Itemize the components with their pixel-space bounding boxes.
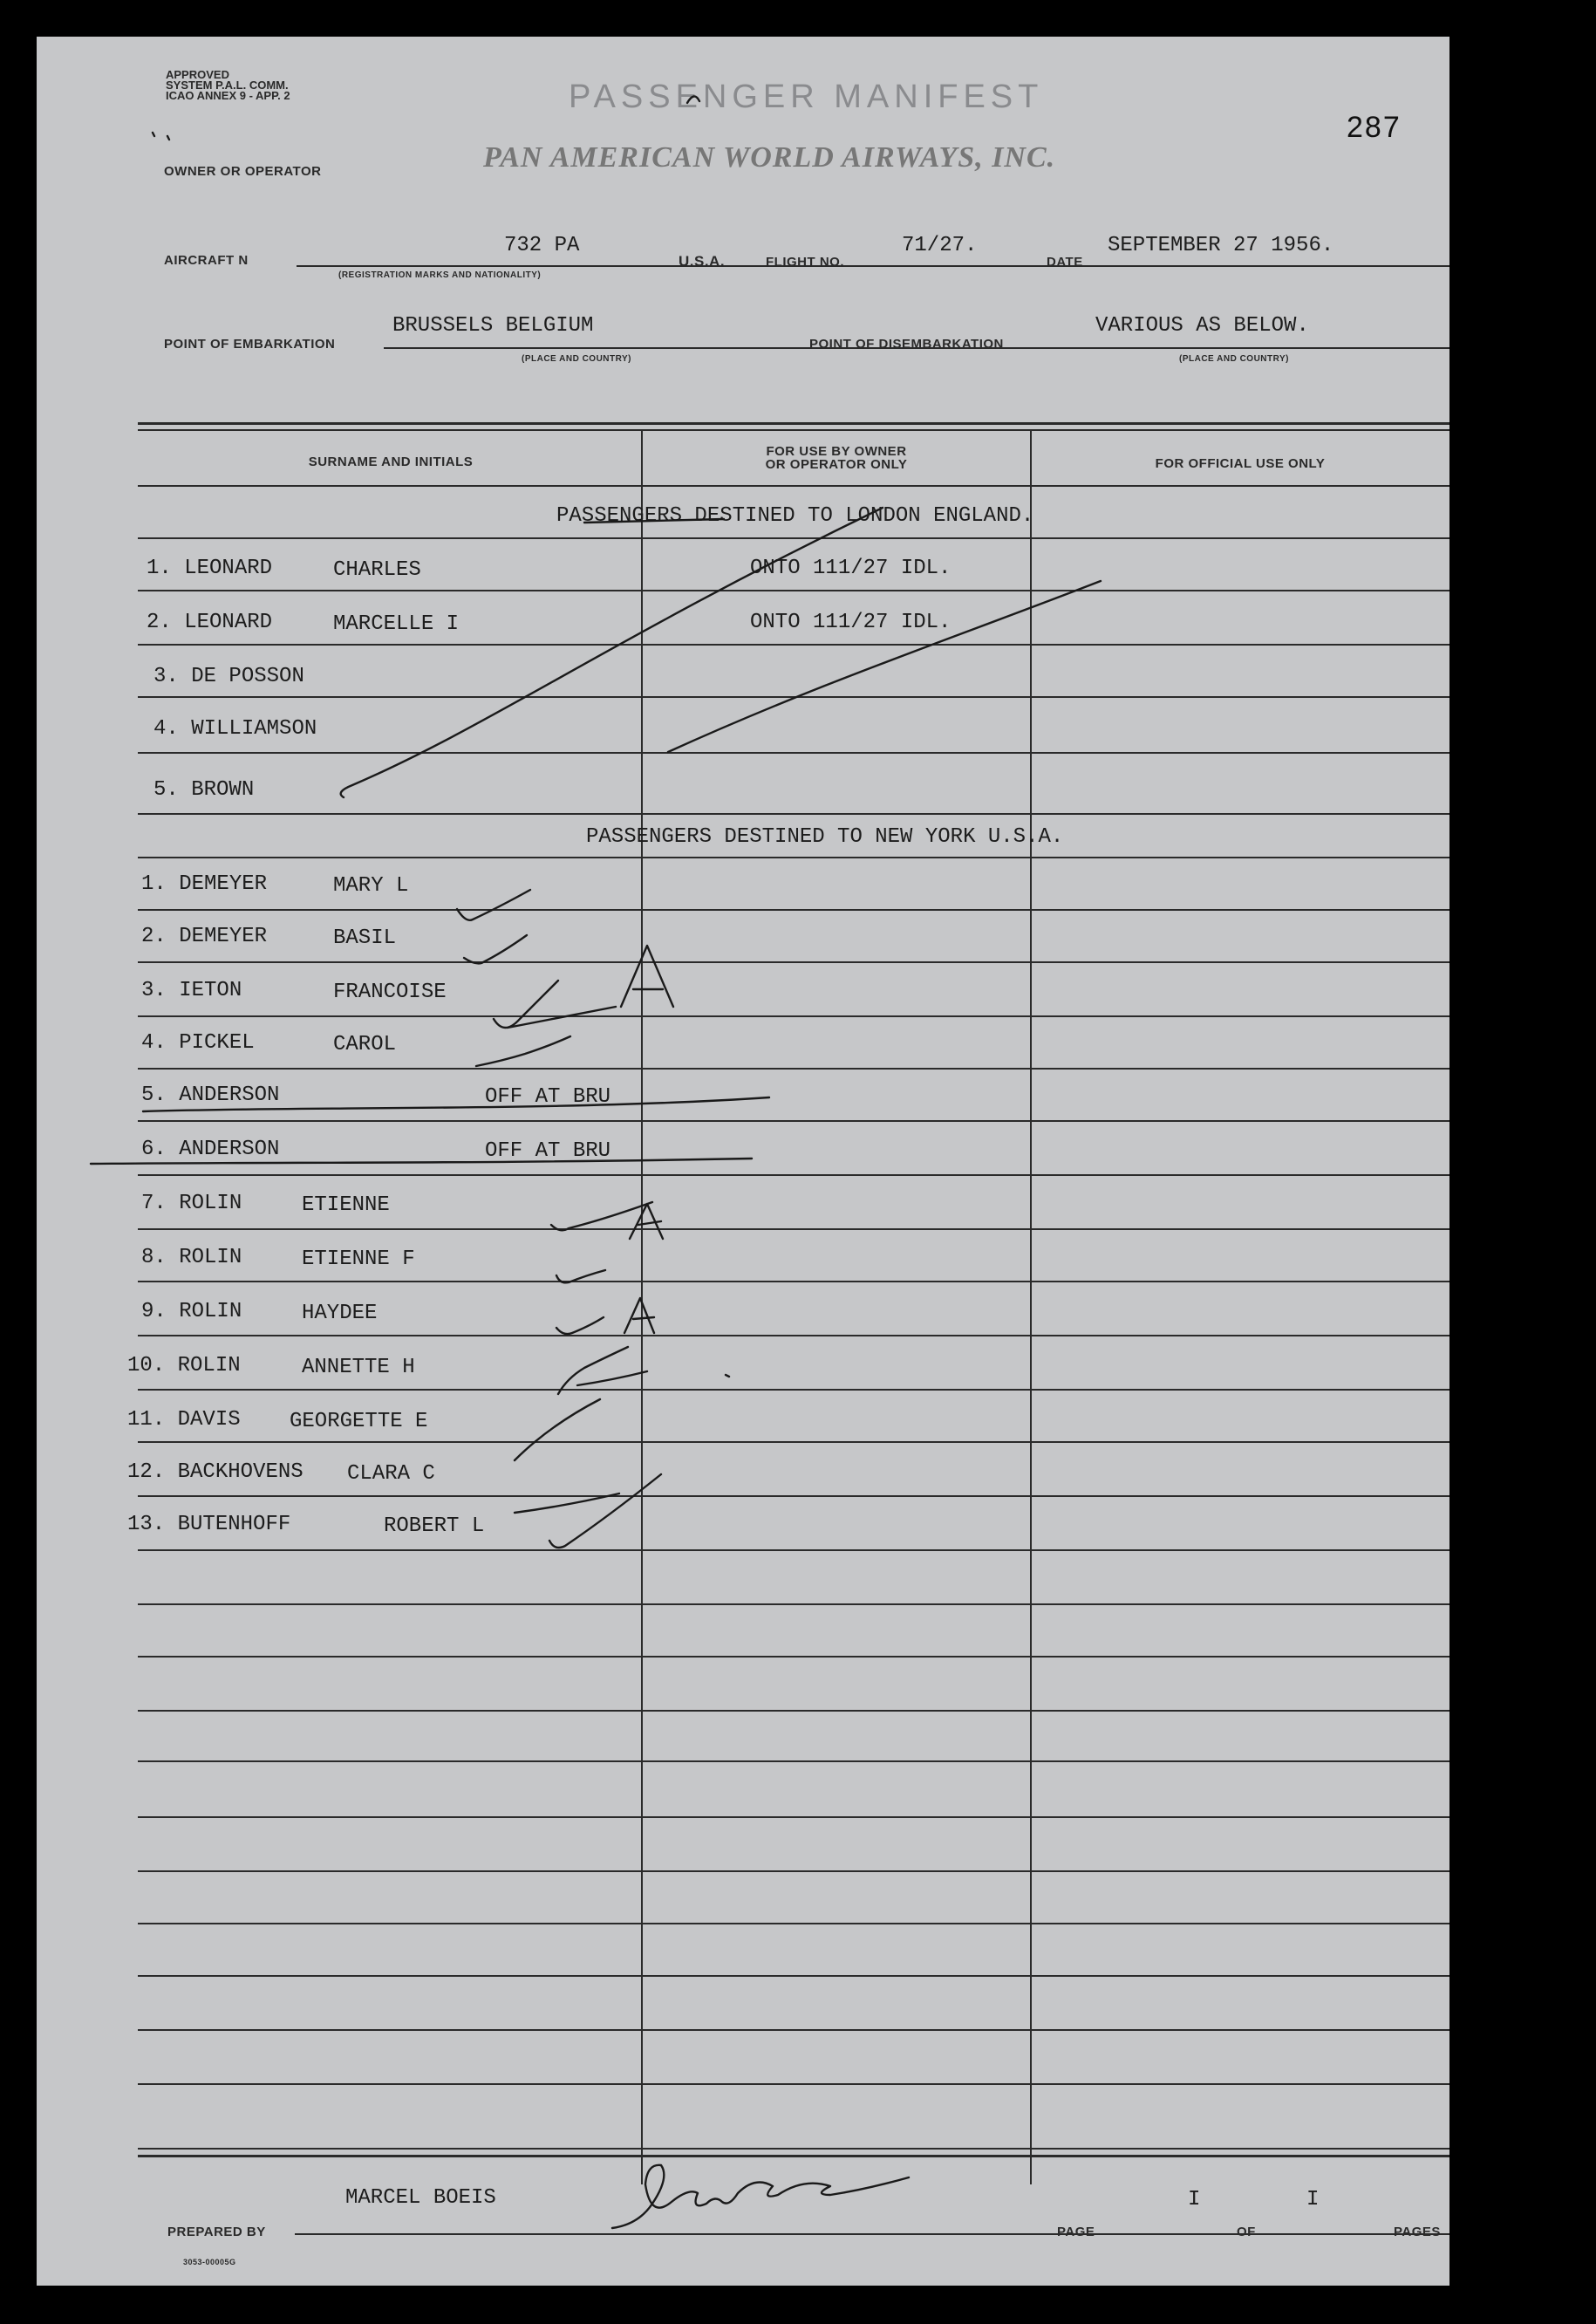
row-rule xyxy=(138,1281,1449,1282)
row-surname: ROLIN xyxy=(179,1246,242,1269)
row-rule xyxy=(138,1549,1449,1551)
list-item xyxy=(127,1354,241,1377)
row-given: MARCELLE I xyxy=(333,612,460,636)
aircraft-label: AIRCRAFT N xyxy=(164,253,249,268)
col-owner-use-line-1: FOR USE BY OWNER xyxy=(766,444,907,459)
row-surname: DEMEYER xyxy=(179,872,268,896)
row-surname: WILLIAMSON xyxy=(191,717,317,741)
row-rule xyxy=(138,1228,1449,1230)
manifest-page xyxy=(37,37,1449,2286)
row-number: 4. xyxy=(141,1031,167,1055)
strike-line-london-2 xyxy=(668,581,1101,752)
row-given: GEORGETTE E xyxy=(290,1410,428,1433)
row-rule xyxy=(138,1710,1449,1712)
owner-label: OWNER OR OPERATOR xyxy=(164,164,322,179)
row-number: 4. xyxy=(153,717,179,741)
embarkation-label: POINT OF EMBARKATION xyxy=(164,337,336,352)
row-rule xyxy=(138,590,1449,591)
row-surname: ROLIN xyxy=(179,1192,242,1215)
row-rule xyxy=(138,1656,1449,1658)
row-number: 2. xyxy=(141,925,167,948)
approval-line-1: APPROVED xyxy=(166,68,229,81)
row-rule xyxy=(138,696,1449,698)
col-owner-use-line-2: OR OPERATOR ONLY xyxy=(765,457,908,472)
col-owner-use-header xyxy=(642,445,1031,471)
list-item xyxy=(153,778,254,802)
row-given: BASIL xyxy=(333,926,397,950)
check-mark-7 xyxy=(551,1202,663,1239)
approval-line-2: SYSTEM P.A.L. COMM. xyxy=(166,79,289,92)
row-number: 1. xyxy=(147,557,172,580)
row-rule xyxy=(138,1923,1449,1924)
row-rule xyxy=(138,644,1449,646)
aircraft-registration: 732 PA xyxy=(504,234,580,257)
row-surname: PICKEL xyxy=(179,1031,255,1055)
embarkation-caption: (PLACE AND COUNTRY) xyxy=(522,354,631,364)
row-rule xyxy=(138,813,1449,815)
row-number: 2. xyxy=(147,611,172,634)
col-official-header: FOR OFFICIAL USE ONLY xyxy=(1155,456,1326,471)
handwritten-marks xyxy=(37,37,1449,2286)
check-mark-13 xyxy=(549,1474,661,1548)
row-number: 5. xyxy=(153,778,179,802)
row-note: ONTO 111/27 IDL. xyxy=(750,611,951,634)
row-surname: BROWN xyxy=(191,778,255,802)
row-number: 6. xyxy=(141,1138,167,1161)
row-given: CAROL xyxy=(333,1033,397,1056)
signature xyxy=(612,2165,909,2228)
page-value: I xyxy=(1188,2188,1201,2211)
row-surname: BUTENHOFF xyxy=(177,1513,291,1536)
row-rule xyxy=(138,1603,1449,1605)
list-item xyxy=(147,557,272,580)
row-number: 7. xyxy=(141,1192,167,1215)
row-number: 8. xyxy=(141,1246,167,1269)
list-item xyxy=(153,717,317,741)
list-item xyxy=(141,872,267,896)
disembarkation-label: POINT OF DISEMBARKATION xyxy=(809,337,1004,352)
check-mark-1 xyxy=(457,890,530,920)
approval-line-3: ICAO ANNEX 9 - APP. 2 xyxy=(166,89,290,102)
disembarkation-caption: (PLACE AND COUNTRY) xyxy=(1179,354,1289,364)
check-mark-9 xyxy=(556,1298,654,1334)
form-code: 3053-00005G xyxy=(183,2258,236,2266)
row-surname: IETON xyxy=(179,979,242,1002)
row-note: ONTO 111/27 IDL. xyxy=(750,557,951,580)
flight-label: FLIGHT NO. xyxy=(766,255,844,270)
group-london-heading: PASSENGERS DESTINED TO LONDON ENGLAND. xyxy=(556,504,1034,528)
list-item xyxy=(147,611,272,634)
date-label: DATE xyxy=(1047,255,1083,270)
row-rule xyxy=(138,1870,1449,1872)
ink-dots xyxy=(153,133,169,140)
row-rule xyxy=(138,1816,1449,1818)
list-item xyxy=(141,1083,279,1107)
row-rule xyxy=(138,1495,1449,1497)
row-rule xyxy=(138,1015,1449,1017)
embarkation-value: BRUSSELS BELGIUM xyxy=(392,314,594,338)
row-rule xyxy=(138,909,1449,911)
list-item xyxy=(141,925,267,948)
row-rule xyxy=(138,752,1449,754)
col-surname-header: SURNAME AND INITIALS xyxy=(308,455,474,469)
form-title: PASSENGER MANIFEST xyxy=(569,79,1044,115)
row-given: HAYDEE xyxy=(302,1302,378,1325)
of-label: OF xyxy=(1237,2225,1256,2239)
list-item xyxy=(141,1300,242,1323)
row-number: 11. xyxy=(127,1408,166,1432)
row-rule xyxy=(138,1975,1449,1977)
row-rule xyxy=(138,1441,1449,1443)
row-rule xyxy=(138,1389,1449,1391)
row-number: 13. xyxy=(127,1513,166,1536)
strike-line-london-1 xyxy=(341,508,883,797)
row-number: 3. xyxy=(153,665,179,688)
list-item xyxy=(141,1031,255,1055)
row-surname: LEONARD xyxy=(184,557,273,580)
list-item xyxy=(127,1460,304,1484)
aircraft-country: U.S.A. xyxy=(679,253,726,270)
row-number: 9. xyxy=(141,1300,167,1323)
page-number: 287 xyxy=(1347,111,1402,144)
row-given: CLARA C xyxy=(347,1462,435,1486)
row-surname: ANDERSON xyxy=(179,1138,280,1161)
row-surname: DE POSSON xyxy=(191,665,304,688)
row-given: FRANCOISE xyxy=(333,981,447,1004)
check-mark-10 xyxy=(558,1347,729,1394)
row-given: ROBERT L xyxy=(384,1514,485,1538)
row-rule xyxy=(138,1335,1449,1336)
row-number: 10. xyxy=(127,1354,166,1377)
row-number: 12. xyxy=(127,1460,166,1484)
row-rule xyxy=(138,961,1449,963)
row-rule xyxy=(138,1068,1449,1070)
row-number: 1. xyxy=(141,872,167,896)
owner-name: PAN AMERICAN WORLD AIRWAYS, INC. xyxy=(483,141,1056,174)
row-rule xyxy=(138,2083,1449,2085)
page-label: PAGE xyxy=(1057,2225,1095,2239)
registration-caption: (REGISTRATION MARKS AND NATIONALITY) xyxy=(338,270,542,280)
row-given: ANNETTE H xyxy=(302,1356,415,1379)
prepared-by-label: PREPARED BY xyxy=(167,2225,266,2239)
list-item xyxy=(127,1408,241,1432)
row-surname: DAVIS xyxy=(177,1408,241,1432)
flight-date: SEPTEMBER 27 1956. xyxy=(1108,234,1334,257)
row-rule xyxy=(138,537,1449,539)
check-mark-2 xyxy=(464,935,527,963)
row-given: ETIENNE F xyxy=(302,1247,415,1271)
row-note: OFF AT BRU xyxy=(485,1085,611,1109)
row-surname: ROLIN xyxy=(177,1354,241,1377)
row-surname: LEONARD xyxy=(184,611,273,634)
list-item xyxy=(141,1192,242,1215)
row-surname: DEMEYER xyxy=(179,925,268,948)
row-rule xyxy=(138,1120,1449,1122)
list-item xyxy=(127,1513,290,1536)
row-rule xyxy=(138,2029,1449,2031)
disembarkation-value: VARIOUS AS BELOW. xyxy=(1095,314,1309,338)
group-newyork-heading: PASSENGERS DESTINED TO NEW YORK U.S.A. xyxy=(586,825,1064,849)
prepared-by-name: MARCEL BOEIS xyxy=(345,2186,496,2210)
pages-label: PAGES xyxy=(1394,2225,1441,2239)
row-given: MARY L xyxy=(333,874,409,898)
row-rule xyxy=(138,1174,1449,1176)
check-mark-11 xyxy=(515,1399,600,1460)
row-note: OFF AT BRU xyxy=(485,1139,611,1163)
row-surname: ANDERSON xyxy=(179,1083,280,1107)
row-rule xyxy=(138,1760,1449,1762)
list-item xyxy=(141,979,242,1002)
list-item xyxy=(153,665,304,688)
flight-number: 71/27. xyxy=(902,234,978,257)
list-item xyxy=(141,1246,242,1269)
row-number: 5. xyxy=(141,1083,167,1107)
row-surname: ROLIN xyxy=(179,1300,242,1323)
row-number: 3. xyxy=(141,979,167,1002)
check-mark-4 xyxy=(476,1036,570,1066)
of-value: I xyxy=(1306,2188,1320,2211)
row-rule xyxy=(138,857,1449,858)
row-surname: BACKHOVENS xyxy=(177,1460,304,1484)
list-item xyxy=(141,1138,279,1161)
approval-note xyxy=(166,70,290,101)
row-given: ETIENNE xyxy=(302,1193,390,1217)
row-given: CHARLES xyxy=(333,558,421,582)
